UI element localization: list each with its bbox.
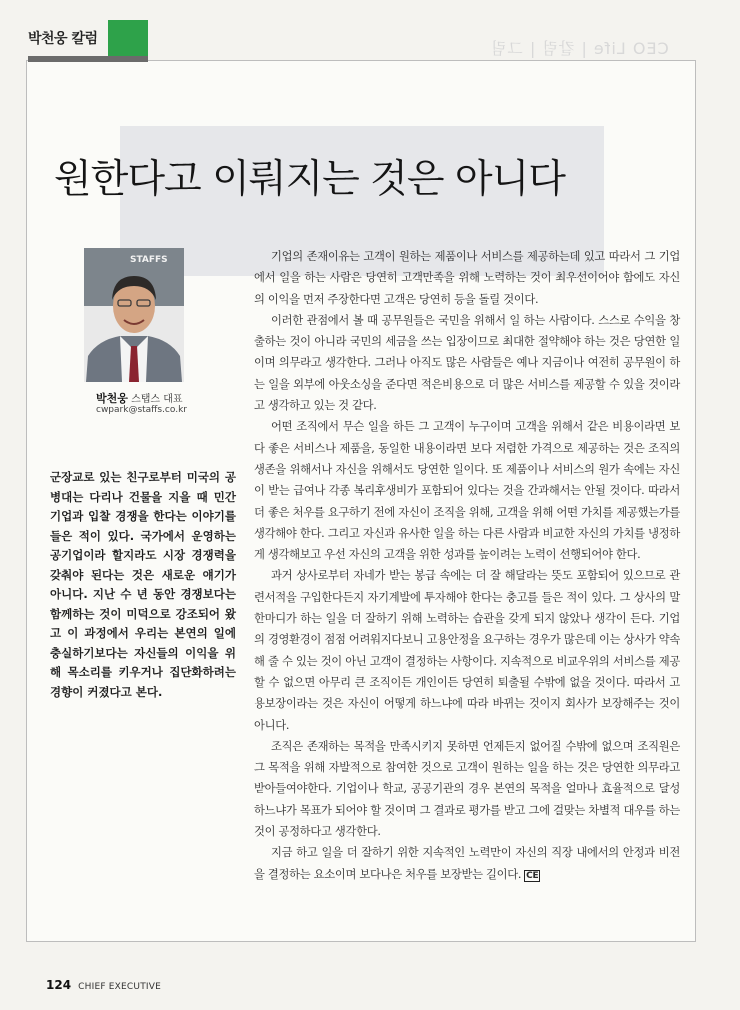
paragraph: 조직은 존재하는 목적을 만족시키지 못하면 언제든지 없어질 수밖에 없으며 조직원은 그 목적을 위해 자발적으로 참여한 것으로 고객이 원하는 일을 하는 것은 당연한 의무라고 받아들여야한다. 기업이나 학교, 공공기관의 경우 본연의 목적을 얼마나 효율적으로 달성하느냐가 목표가 되어야 할 것이며 그 결과로 평가를 받고 그에 걸맞는 차별적 대우를 하는 것이 공정하다고 생각한다. [254,739,680,839]
paragraph-final [254,842,680,885]
column-tab [28,20,148,62]
article-body [254,246,680,885]
bleed-through-header: CEO Life | 칼럼 | 그림 [490,39,669,58]
tab-underline [28,56,148,62]
paragraph: 이러한 관점에서 볼 때 공무원들은 국민을 위해서 일 하는 사람이다. 스스로 수익을 창출하는 것이 아니라 국민의 세금을 쓰는 입장이므로 최대한 절약해야 하는 것은 당연한 일이며 의무라고 생각한다. 그러나 아직도 많은 사람들은 예나 지금이나 여전히 공무원이 하는 일을 외부에 아웃소싱을 준다면 적은비용으로 더 많은 서비스를 제공할 수 있을 것이라고 생각하고 있는 것 같다. [254,313,680,413]
author-portrait-image [84,248,184,382]
page-number: 124 [46,978,72,992]
author-credit [96,390,183,406]
author-email: cwpark@staffs.co.kr [96,405,188,415]
magazine-name: CHIEF EXECUTIVE [78,982,161,992]
photo-sign-text: STAFFS [130,255,168,265]
end-mark-icon: CE [526,870,539,881]
sidebar-text: 군장교로 있는 친구로부터 미국의 공병대는 다리나 건물을 지을 때 민간 기업과 입찰 경쟁을 한다는 이야기를 들은 적이 있다. 국가에서 운영하는 공기업이라 할지라도 시장 경쟁력을 갖춰야 된다는 것은 새로운 얘기가 아니다. 지난 수 년 동안 경쟁보다는 함께하는 것이 미덕으로 강조되어 왔고 이 과정에서 우리는 본연의 일에 충실하기보다는 자신들의 이익을 위해 목소리를 키우거나 집단화하려는 경향이 커졌다고 본다. [50,470,236,699]
paragraph: 어떤 조직에서 무슨 일을 하든 그 고객이 누구이며 고객을 위해서 같은 비용이라면 보다 좋은 서비스나 제품을, 동일한 내용이라면 보다 저렴한 가격으로 제공하는 것은 조직의 생존을 위해서나 자신을 위해서도 당연한 일이다. 또 제품이나 서비스의 원가 속에는 자신이 받는 급여나 각종 복리후생비가 포함되어 있다는 것을 간과해서는 안될 것이다. 따라서 더 좋은 처우를 요구하기 전에 자신이 조직을 위해, 고객을 위해 어떤 가치를 제공했는가를 생각해야 한다. 그리고 자신과 유사한 일을 하는 다른 사람과 비교한 자신의 가치를 냉정하게 생각해보고 우선 자신의 고객을 위한 성과를 높이려는 노력이 선행되어야 한다. [254,420,680,562]
paragraph: 과거 상사로부터 자네가 받는 봉급 속에는 더 잘 해달라는 뜻도 포함되어 있으므로 관련서적을 구입한다든지 자기계발에 투자해야 한다는 충고를 들은 적이 있다. 그 상사의 말 한마디가 하는 일을 더 잘하기 위해 노력하는 습관을 갖게 되지 않았나 생각이 든다. 기업의 경영환경이 점점 어려워지다보니 고용안정을 요구하는 경우가 많은데 이는 상사가 약속해 줄 수 있는 것이 아닌 고객이 결정하는 사항이다. 지속적으로 비교우위의 서비스를 제공할 수 없으면 아무리 큰 조직이든 개인이든 당연히 퇴출될 수밖에 없을 것이다. 따라서 고용보장이라는 것은 자신이 어떻게 하느냐에 따라 바뀌는 것이지 회사가 보장해주는 것이 아니다. [254,569,680,732]
article-title: 원한다고 이뤄지는 것은 아니다 [54,157,565,202]
author-photo [84,248,184,382]
paragraph: 기업의 존재이유는 고객이 원하는 제품이나 서비스를 제공하는데 있고 따라서 그 기업에서 일을 하는 사람은 당연히 고객만족을 위해 노력하는 것이 최우선이어야 함에도 자신의 이익을 먼저 주장한다면 고객은 당연히 등을 돌릴 것이다. [254,250,680,306]
paragraph-final-text: 지금 하고 일을 더 잘하기 위한 지속적인 노력만이 자신의 직장 내에서의 안정과 비전을 결정하는 요소이며 보다나은 처우를 보장받는 길이다. [254,846,680,881]
column-label: 박천웅 칼럼 [28,31,98,47]
author-role: 스탭스 대표 [131,394,183,405]
page-footer [46,974,161,993]
author-name: 박천웅 [96,392,128,405]
